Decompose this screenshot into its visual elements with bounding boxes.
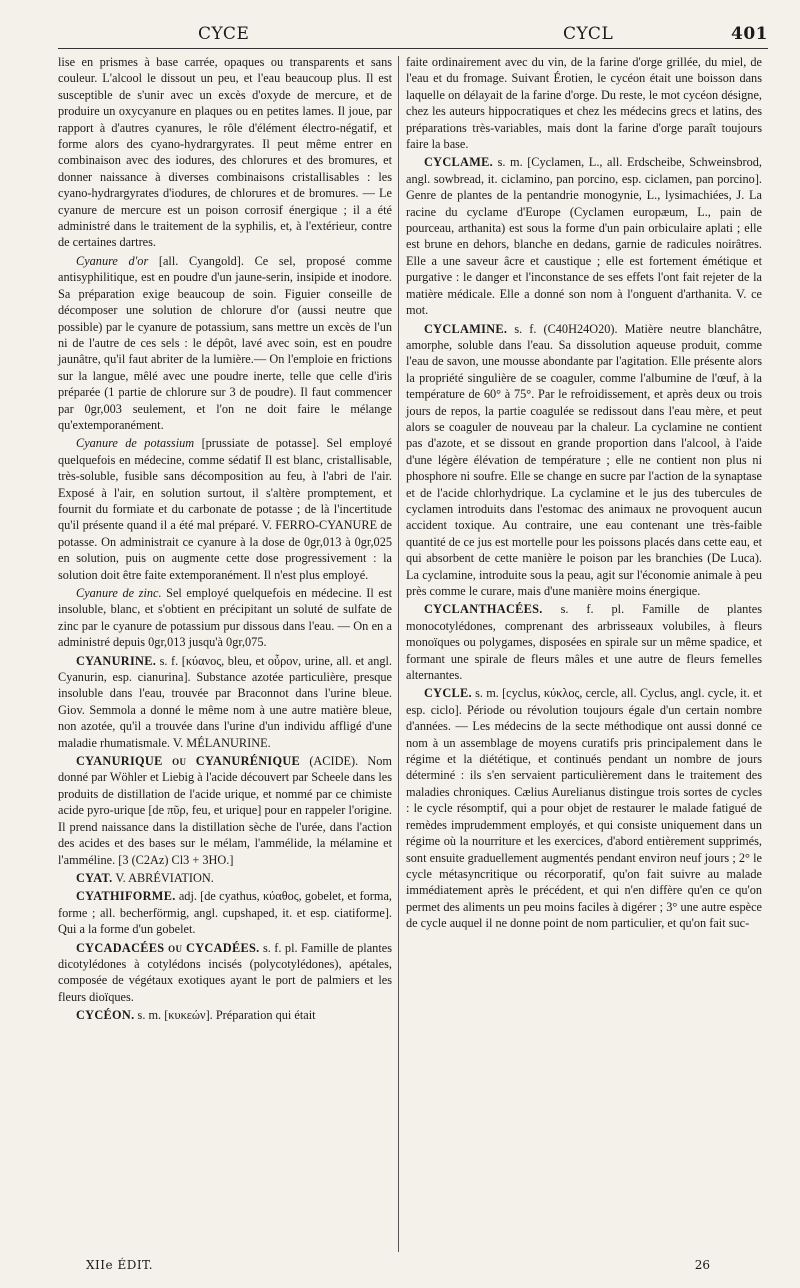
dictionary-entry — [58, 940, 392, 1006]
page-footer — [58, 1258, 768, 1278]
column-divider — [398, 56, 399, 1252]
dictionary-entry — [58, 653, 392, 751]
entry-text: lise en prismes à base carrée, opaques ou transparents et sans couleur. L'alcool le dissout un peu, et l'eau beaucoup plus. Il est susceptible de s'unir avec un excès d'oxyde de mercure, et de produire un oxycyanure en plaques ou en petites lames. Il joue, par rapport à d'autres cyanures, le rôle d'élément électro-négatif, et forme alors des cyano-hydrargyrates. Il peut même entrer en combinaison avec des iodures, des chlorures et des bromures, et donner naissance à diverses combinaisons cristallisables : les cyano-hydrargyrates d'iodures, de chlorures et de bromures. — Le cyanure de mercure est un poison corrosif énergique ; il a été administré dans le traitement de la syphilis, et, à l'extérieur, contre de certaines dartres. — [58, 55, 392, 250]
entry-text: V. ABRÉVIATION. — [112, 870, 214, 885]
sub-entry-term: Cyanure de zinc. — [76, 586, 162, 600]
header-rule — [58, 48, 768, 49]
dictionary-entry — [58, 1007, 392, 1023]
entry-headword: CYCADACÉES ou CYCADÉES. — [76, 940, 260, 955]
signature-mark: 26 — [694, 1258, 710, 1272]
entry-headword: CYAT. — [76, 870, 113, 885]
entry-text: [all. Cyangold]. Ce sel, proposé comme antisyphilitique, est en poudre d'un jaune-serin, insipide et inodore. Sa préparation exige beaucoup de soin. Figuier conseille de décomposer une solution de chlorure d'or (aussi neutre que possible) par le cyanure de potassium, sans mettre un excès de l'un ni de l'autre de ces sels : le dépôt, lavé avec soin, est en poudre jaunâtre, qu'il faut abriter de la lumière.— On l'emploie en frictions sur la langue, mêlé avec une poudre inerte, telle que celle d'iris préparée (1 partie de chlorure sur 3 de poudre). Il faut commencer par 0gr,003 seulement, et l'on ne doit faire le mélange qu'extemporanément. — [58, 253, 392, 432]
entry-text: s. f. [κύανος, bleu, et οὖρον, urine, all. et angl. Cyanurin, esp. cianurina]. Substance azotée particulière, presque insoluble dans l'eau, trouvée par Braconnot dans l'urine bleue. Giov. Semmola a donné le même nom à une autre matière bleue, non azotée, qu'il a trouvée dans l'urine d'un individu affligé d'une maladie rhumatismale. V. MÉLANURINE. — [58, 653, 392, 750]
running-head-left: CYCE — [198, 24, 250, 44]
entry-text: s. m. [cyclus, κύκλος, cercle, all. Cyclus, angl. cycle, it. et esp. ciclo]. Période ou révolution toujours égale d'un certain nombre d'années. — Les médecins de la secte méthodique ont aussi donné ce nom à un assemblage de moyens curatifs pris principalement dans le régime et la diététique, et continués pendant un nombre de jours déterminé : ils s'en servaient particulièrement dans le traitement des maladies chroniques. Cælius Aurelianus distingue trois sortes de cycles : le cycle résomptif, qui a pour objet de restaurer le malade fatigué de remèdes imprudemment employés, et qui consiste uniquement dans un régime où la nourriture et les exercices, d'abord entièrement supprimés, sont ensuite graduellement augmentés pendant environ neuf jours ; 2° le cycle métasyncritique ou récorporatif, qu'on fait suivre au malade immédiatement après le précédent, et qui n'en diffère qu'en ce qu'on permet des aliments un peu moins faciles à digérer ; 3° une autre espèce de cycle auquel il ne donne point de nom particulier, et qu'on fait suc- — [406, 686, 762, 931]
entry-text: s. f. pl. Famille de plantes monocotylédones, comprenant des arbrisseaux volubiles, à fleurs monoïques ou polygames, disposées en spirale sur un même spadice, et formant une spirale de fleurs mâles et une autre de fleurs femelles alternantes. — [406, 602, 762, 683]
continued-text — [406, 54, 762, 152]
dictionary-entry — [406, 321, 762, 600]
running-head — [58, 24, 768, 46]
sub-entry — [58, 435, 392, 583]
dictionary-entry — [58, 753, 392, 868]
dictionary-entry — [406, 685, 762, 931]
entry-text: s. f. (C40H24O20). Matière neutre blanchâtre, amorphe, soluble dans l'eau. Sa dissolution aqueuse produit, comme l'eau de savon, une mousse abondante par l'agitation. Elle présente alors la propriété singulière de se coaguler, comme l'albumine de l'œuf, à la température de 60° à 75°. Par le refroidissement, et après deux ou trois jours de repos, la partie coagulée se redissout dans l'eau mère, et peut alors se coaguler de nouveau par la chaleur. La cyclamine ne contient pas d'azote, et se dissout en grande proportion dans l'alcool, à l'aide d'une légère élévation de température ; elle ne contient non plus ni phosphore ni soufre. Elle se change en sucre par l'action de la synaptase et de l'acide chlorhydrique. La cyclamine et le jus des tubercules de cyclamen introduits dans l'estomac des animaux ne provoquent aucun accident toxique. Au contraire, une eau contenant une très-faible quantité de ce jus est mortelle pour les poissons placés dans cette eau, et qui absorbent de cette manière le poison par les branchies (De Luca). La cyclamine, introduite sous la peau, agit sur l'économie animale à peu près comme le curare, mais d'une manière moins énergique. — [406, 321, 762, 598]
entry-text: s. m. [Cyclamen, L., all. Erdscheibe, Schweinsbrod, angl. sowbread, it. ciclamino, pan porcino, esp. ciclamen, pan porcino]. Genre de plantes de la pentandrie monogynie, L., lysimachiées, J. La racine du cyclame d'Europe (Cyclamen europæum, L., pain de pourceau, arthanita) est sous la forme d'un pain orbiculaire aplati ; elle est brune en dehors, blanche en dedans, garnie de radicules noirâtres. Elle a une saveur âcre et caustique ; elle est fortement émétique et purgative : le danger et l'inconstance de ses effets l'ont fait rejeter de la matière médicale. Elle a donné son nom à l'onguent d'arthanita. V. ce mot. — [406, 155, 762, 318]
entry-headword: CYCLAME. — [424, 155, 494, 170]
sub-entry-term: Cyanure de potassium — [76, 436, 195, 451]
entry-headword: CYANURIQUE ou CYANURÉNIQUE — [76, 754, 301, 769]
entry-headword: CYCLANTHACÉES. — [424, 602, 543, 617]
continued-text — [58, 54, 392, 251]
sub-entry — [58, 585, 392, 651]
sub-entry-term: Cyanure d'or — [76, 253, 149, 268]
sub-entry — [58, 253, 392, 433]
entry-headword: CYATHIFORME. — [76, 889, 176, 904]
dictionary-entry — [406, 601, 762, 683]
entry-headword: CYCLE. — [424, 686, 472, 701]
dictionary-entry — [58, 888, 392, 937]
dictionary-entry — [58, 870, 392, 886]
entry-headword: CYCLAMINE. — [424, 321, 508, 336]
entry-text: adj. [de cyathus, κύαθος, gobelet, et forma, forme ; all. becherförmig, angl. cupshaped, it. et esp. ciatiforme]. Qui a la forme d'un gobelet. — [58, 889, 392, 937]
entry-text: (ACIDE). Nom donné par Wöhler et Liebig à l'acide découvert par Scheele dans les produits de distillation de l'acide urique, et nommé par ce chimiste acide pyro-urique [de πῦρ, feu, et urique] pour en rappeler l'origine. Il prend naissance dans la distillation sèche de l'urée, dans l'action des acides et des bases sur le mélam, l'ammélide, la mélamine et l'amméline. [3 (C2Az) Cl3 + 3HO.] — [58, 754, 392, 867]
left-column — [58, 54, 392, 1024]
dictionary-entry — [406, 154, 762, 318]
page-number: 401 — [731, 24, 768, 44]
entry-text: s. f. pl. Famille de plantes dicotylédones à cotylédons incisés (polycotylédones), apétales, composée de végétaux exotiques ayant le port de palmiers et les fleurs dioïques. — [58, 940, 392, 1004]
running-head-right: CYCL — [563, 24, 614, 44]
entry-text: s. m. [κυκεών]. Préparation qui était — [134, 1008, 316, 1023]
entry-text: faite ordinairement avec du vin, de la farine d'orge grillée, du miel, de l'eau et du fromage. Suivant Érotien, le cycéon était une boisson dans laquelle on délayait de la farine d'orge. Du reste, le mot cycéon désigne, chez les auteurs hippocratiques et chez les médecins grecs et latins, des préparations très-variables, mais dont la farine d'orge paraît toujours faire la base. — [406, 55, 762, 152]
edition-mark: XIIe ÉDIT. — [86, 1258, 154, 1272]
right-column — [406, 54, 762, 932]
entry-text: [prussiate de potasse]. Sel employé quelquefois en médecine, comme sédatif Il est blanc, cristallisable, très-soluble, fusible sans décomposition au feu, à l'abri de l'air. Exposé à l'air, en solution surtout, il s'altère promptement, et fournit du formiate et du carbonate de potasse ; de là l'incertitude qu'il présente quand il a été mal préparé. V. FERRO-CYANURE de potasse. On administrait ce cyanure à la dose de 0gr,013 à 0gr,025 en solution, puis on augmente cette dose progressivement : la solution doit être faite extemporanément. Il n'est plus employé. — [58, 436, 392, 582]
entry-text: Sel employé quelquefois en médecine. Il est insoluble, blanc, et s'obtient en précipitant un soluté de sulfate de zinc par le cyanure de potassium pur dissous dans l'eau. — On en a administré depuis 0gr,013 jusqu'à 0gr,075. — [58, 586, 392, 650]
entry-headword: CYCÉON. — [76, 1008, 135, 1023]
entry-headword: CYANURINE. — [76, 653, 157, 668]
